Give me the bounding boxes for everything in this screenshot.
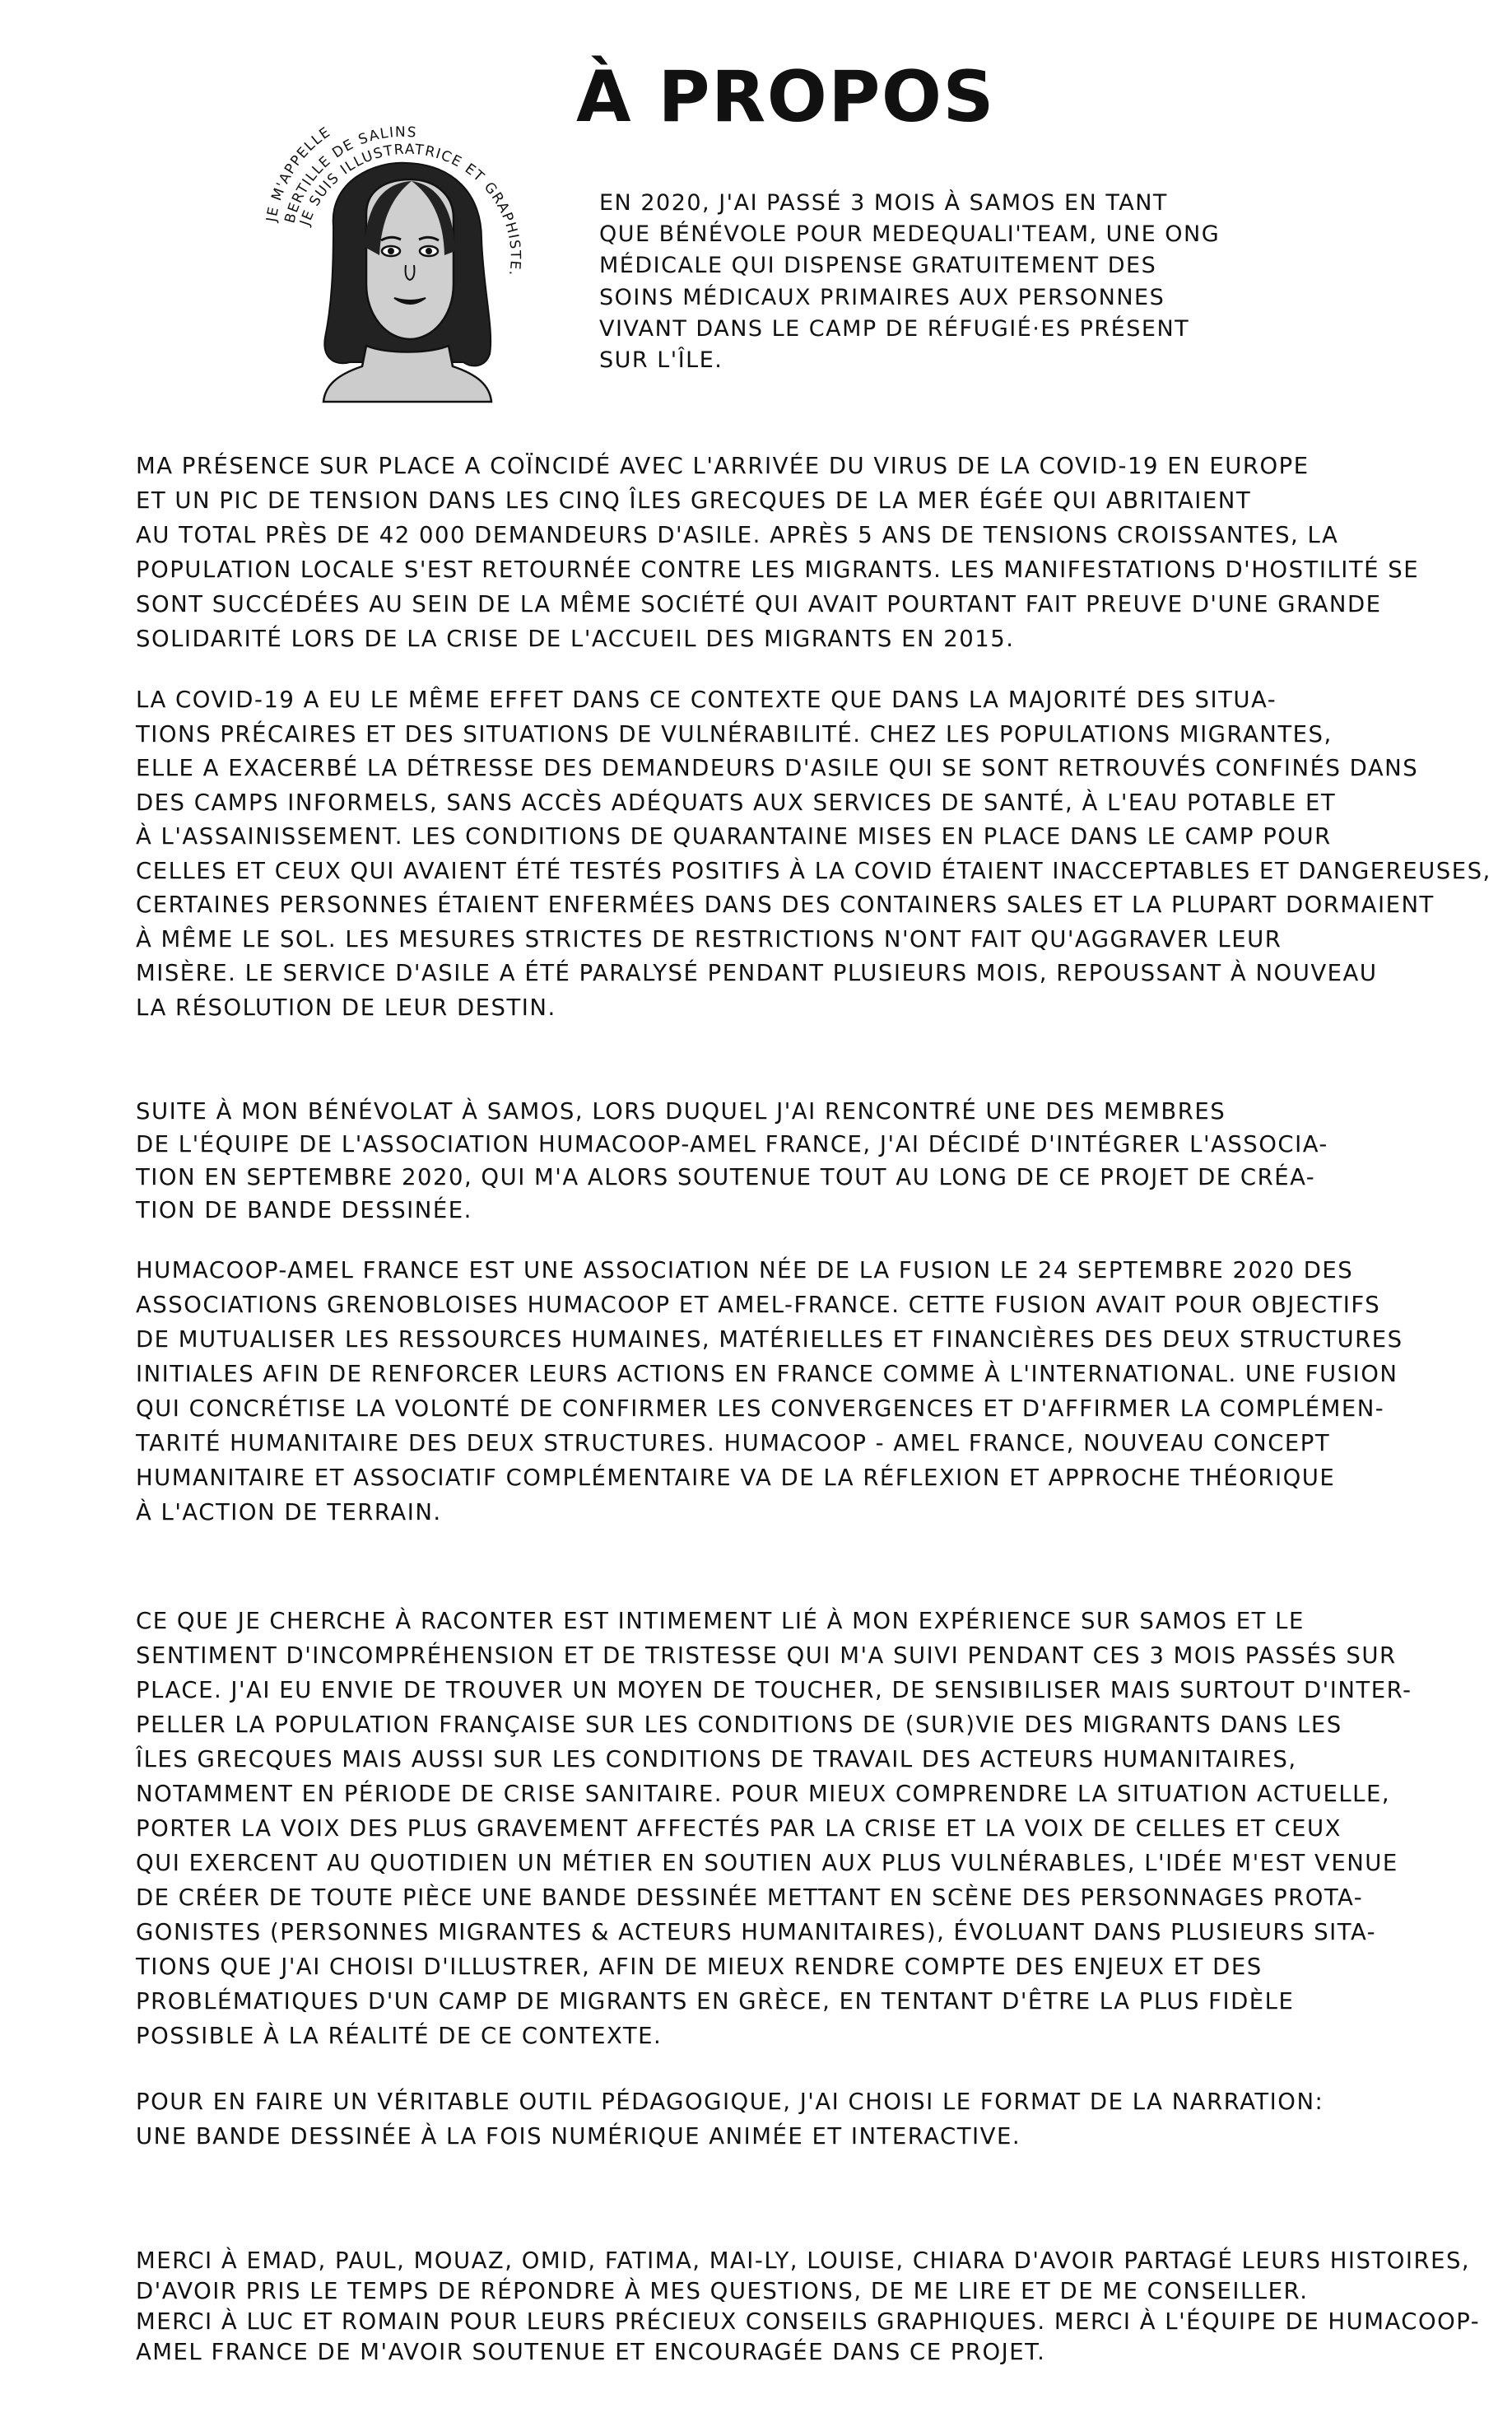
paragraph-line: LA COVID-19 A EU LE MÊME EFFET DANS CE CONTEXTE QUE DANS LA MAJORITÉ DES SITUA-: [136, 687, 1277, 713]
paragraph-line: DES CAMPS INFORMELS, SANS ACCÈS ADÉQUATS AUX SERVICES DE SANTÉ, À L'EAU POTABLE ET: [136, 789, 1337, 816]
paragraph-line: UNE BANDE DESSINÉE À LA FOIS NUMÉRIQUE ANIMÉE ET INTERACTIVE.: [136, 2123, 1021, 2150]
paragraph-line: À L'ASSAINISSEMENT. LES CONDITIONS DE QUARANTAINE MISES EN PLACE DANS LE CAMP POUR: [136, 823, 1332, 850]
paragraph-line: D'AVOIR PRIS LE TEMPS DE RÉPONDRE À MES QUESTIONS, DE ME LIRE ET DE ME CONSEILLER.: [136, 2278, 1309, 2304]
paragraph-thanks: [136, 2246, 1481, 2368]
paragraph-line: ÎLES GRECQUES MAIS AUSSI SUR LES CONDITIONS DE TRAVAIL DES ACTEURS HUMANITAIRES,: [136, 1746, 1297, 1772]
paragraph-line: DE CRÉER DE TOUTE PIÈCE UNE BANDE DESSINÉE METTANT EN SCÈNE DES PERSONNAGES PROTA-: [136, 1884, 1364, 1911]
paragraph-line: AMEL FRANCE DE M'AVOIR SOUTENUE ET ENCOURAGÉE DANS CE PROJET.: [136, 2339, 1046, 2365]
paragraph-line: MISÈRE. LE SERVICE D'ASILE A ÉTÉ PARALYSÉ PENDANT PLUSIEURS MOIS, REPOUSSANT À NOUVEAU: [136, 960, 1378, 986]
paragraph-line: QUI CONCRÉTISE LA VOLONTÉ DE CONFIRMER LES CONVERGENCES ET D'AFFIRMER LA COMPLÉMEN-: [136, 1395, 1385, 1422]
paragraph-line: SUITE À MON BÉNÉVOLAT À SAMOS, LORS DUQUEL J'AI RENCONTRÉ UNE DES MEMBRES: [136, 1098, 1226, 1125]
paragraph-line: CELLES ET CEUX QUI AVAIENT ÉTÉ TESTÉS POSITIFS À LA COVID ÉTAIENT INACCEPTABLES ET DANGEREUSES,: [136, 857, 1491, 884]
paragraph-line: PELLER LA POPULATION FRANÇAISE SUR LES CONDITIONS DE (SUR)VIE DES MIGRANTS DANS LES: [136, 1712, 1342, 1738]
paragraph-line: TION EN SEPTEMBRE 2020, QUI M'A ALORS SOUTENUE TOUT AU LONG DE CE PROJET DE CRÉA-: [136, 1164, 1316, 1190]
paragraph-line: INITIALES AFIN DE RENFORCER LEURS ACTIONS EN FRANCE COMME À L'INTERNATIONAL. UNE FUSION: [136, 1361, 1398, 1387]
paragraph-line: ASSOCIATIONS GRENOBLOISES HUMACOOP ET AMEL-FRANCE. CETTE FUSION AVAIT POUR OBJECTIFS: [136, 1292, 1381, 1318]
paragraph-line: TIONS PRÉCAIRES ET DES SITUATIONS DE VULNÉRABILITÉ. CHEZ LES POPULATIONS MIGRANTES,: [136, 720, 1333, 748]
paragraph-covid-arrival: [136, 449, 1420, 656]
paragraph-line: CERTAINES PERSONNES ÉTAIENT ENFERMÉES DANS DES CONTAINERS SALES ET LA PLUPART DORMAIENT: [136, 892, 1435, 918]
intro-line: EN 2020, J'AI PASSÉ 3 MOIS À SAMOS EN TANT: [599, 190, 1168, 216]
paragraph-line: DE MUTUALISER LES RESSOURCES HUMAINES, MATÉRIELLES ET FINANCIÈRES DES DEUX STRUCTURES: [136, 1326, 1403, 1353]
paragraph-line: MERCI À EMAD, PAUL, MOUAZ, OMID, FATIMA, MAI-LY, LOUISE, CHIARA D'AVOIR PARTAGÉ LEURS HISTOIRES,: [136, 2247, 1471, 2274]
portrait-caption-1: JE M'APPELLE: [263, 123, 334, 223]
paragraph-association: [136, 1253, 1420, 1530]
paragraph-line: PORTER LA VOIX DES PLUS GRAVEMENT AFFECTÉS PAR LA CRISE ET LA VOIX DE CELLES ET CEUX: [136, 1815, 1342, 1842]
intro-line: VIVANT DANS LE CAMP DE RÉFUGIÉ·ES PRÉSENT: [599, 315, 1190, 342]
portrait-caption-3: JE SUIS ILLUSTRATRICE ET GRAPHISTE.: [296, 141, 523, 278]
paragraph-line: QUI EXERCENT AU QUOTIDIEN UN MÉTIER EN SOUTIEN AUX PLUS VULNÉRABLES, L'IDÉE M'EST VENUE: [136, 1850, 1398, 1876]
paragraph-line: TIONS QUE J'AI CHOISI D'ILLUSTRER, AFIN DE MIEUX RENDRE COMPTE DES ENJEUX ET DES: [136, 1954, 1263, 1980]
intro-line: SOINS MÉDICAUX PRIMAIRES AUX PERSONNES: [599, 284, 1165, 310]
paragraph-line: PLACE. J'AI EU ENVIE DE TROUVER UN MOYEN DE TOUCHER, DE SENSIBILISER MAIS SURTOUT D'INTER-: [136, 1677, 1412, 1703]
paragraph-line: CE QUE JE CHERCHE À RACONTER EST INTIMEMENT LIÉ À MON EXPÉRIENCE SUR SAMOS ET LE: [136, 1608, 1305, 1634]
paragraph-covid-effects: [136, 683, 1491, 1025]
page-title: À PROPOS: [576, 56, 995, 138]
paragraph-line: DE L'ÉQUIPE DE L'ASSOCIATION HUMACOOP-AMEL FRANCE, J'AI DÉCIDÉ D'INTÉGRER L'ASSOCIA-: [136, 1131, 1328, 1157]
paragraph-line: MA PRÉSENCE SUR PLACE A COÏNCIDÉ AVEC L'ARRIVÉE DU VIRUS DE LA COVID-19 EN EUROPE: [136, 453, 1310, 479]
intro-line: QUE BÉNÉVOLE POUR MEDEQUALI'TEAM, UNE ONG: [599, 221, 1221, 248]
paragraph-line: PROBLÉMATIQUES D'UN CAMP DE MIGRANTS EN GRÈCE, EN TENTANT D'ÊTRE LA PLUS FIDÈLE: [136, 1988, 1295, 2014]
paragraph-project-motivation: [136, 1604, 1420, 2053]
intro-line: MÉDICALE QUI DISPENSE GRATUITEMENT DES: [599, 253, 1157, 279]
paragraph-line: AU TOTAL PRÈS DE 42 000 DEMANDEURS D'ASILE. APRÈS 5 ANS DE TENSIONS CROISSANTES, LA: [136, 522, 1339, 548]
paragraph-line: À L'ACTION DE TERRAIN.: [136, 1499, 442, 1525]
paragraph-line: SONT SUCCÉDÉES AU SEIN DE LA MÊME SOCIÉTÉ QUI AVAIT POURTANT FAIT PREUVE D'UNE GRANDE: [136, 591, 1382, 617]
paragraph-line: NOTAMMENT EN PÉRIODE DE CRISE SANITAIRE. POUR MIEUX COMPRENDRE LA SITUATION ACTUELLE,: [136, 1781, 1391, 1807]
paragraph-line: SENTIMENT D'INCOMPRÉHENSION ET DE TRISTESSE QUI M'A SUIVI PENDANT CES 3 MOIS PASSÉS SUR: [136, 1642, 1397, 1669]
paragraph-line: POPULATION LOCALE S'EST RETOURNÉE CONTRE LES MIGRANTS. LES MANIFESTATIONS D'HOSTILITÉ SE: [136, 557, 1420, 583]
paragraph-line: TARITÉ HUMANITAIRE DES DEUX STRUCTURES. HUMACOOP - AMEL FRANCE, NOUVEAU CONCEPT: [136, 1430, 1331, 1456]
paragraph-line: ET UN PIC DE TENSION DANS LES CINQ ÎLES GRECQUES DE LA MER ÉGÉE QUI ABRITAIENT: [136, 487, 1252, 514]
paragraph-line: SOLIDARITÉ LORS DE LA CRISE DE L'ACCUEIL DES MIGRANTS EN 2015.: [136, 626, 1015, 652]
paragraph-line: ELLE A EXACERBÉ LA DÉTRESSE DES DEMANDEURS D'ASILE QUI SE SONT RETROUVÉS CONFINÉS DANS: [136, 755, 1419, 781]
portrait-caption-2: BERTILLE DE SALINS: [281, 123, 418, 226]
paragraph-line: MERCI À LUC ET ROMAIN POUR LEURS PRÉCIEUX CONSEILS GRAPHIQUES. MERCI À L'ÉQUIPE DE HUMACOOP-: [136, 2308, 1481, 2335]
paragraph-line: POUR EN FAIRE UN VÉRITABLE OUTIL PÉDAGOGIQUE, J'AI CHOISI LE FORMAT DE LA NARRATION:: [136, 2089, 1324, 2115]
paragraph-format: [136, 2084, 1420, 2154]
paragraph-line: GONISTES (PERSONNES MIGRANTES & ACTEURS HUMANITAIRES), ÉVOLUANT DANS PLUSIEURS SITA-: [136, 1919, 1377, 1945]
paragraph-volunteering: [136, 1095, 1420, 1227]
intro-paragraph: [599, 188, 1225, 376]
paragraph-line: HUMACOOP-AMEL FRANCE EST UNE ASSOCIATION NÉE DE LA FUSION LE 24 SEPTEMBRE 2020 DES: [136, 1257, 1354, 1283]
portrait-illustration: [243, 82, 564, 412]
paragraph-line: À MÊME LE SOL. LES MESURES STRICTES DE RESTRICTIONS N'ONT FAIT QU'AGGRAVER LEUR: [136, 925, 1282, 952]
paragraph-line: LA RÉSOLUTION DE LEUR DESTIN.: [136, 994, 556, 1021]
intro-line: SUR L'ÎLE.: [599, 347, 723, 374]
paragraph-line: TION DE BANDE DESSINÉE.: [136, 1197, 472, 1223]
paragraph-line: POSSIBLE À LA RÉALITÉ DE CE CONTEXTE.: [136, 2023, 663, 2049]
paragraph-line: HUMANITAIRE ET ASSOCIATIF COMPLÉMENTAIRE VA DE LA RÉFLEXION ET APPROCHE THÉORIQUE: [136, 1465, 1336, 1491]
